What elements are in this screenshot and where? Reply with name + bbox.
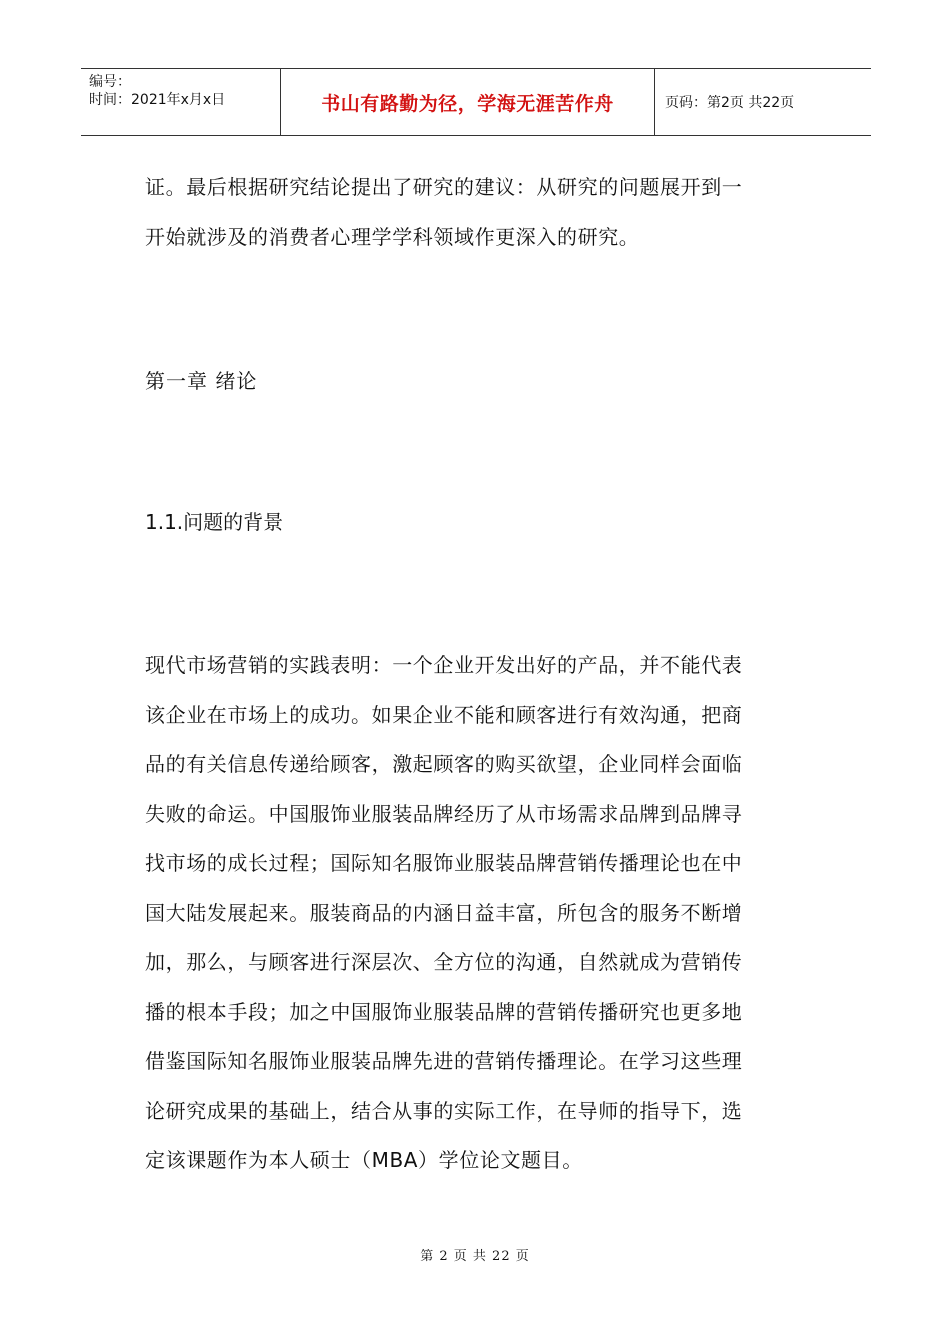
header-page-info: 页码：第2页 共22页 [665, 95, 795, 111]
intro-line: 开始就涉及的消费者心理学学科领域作更深入的研究。 [145, 225, 640, 249]
body-line: 该企业在市场上的成功。如果企业不能和顾客进行有效沟通，把商 [145, 702, 743, 727]
page-footer: 第 2 页 共 22 页 [420, 1249, 530, 1264]
intro-paragraph [145, 162, 815, 262]
header-motto: 书山有路勤为径，学海无涯苦作舟 [281, 69, 655, 135]
body-line: 找市场的成长过程；国际知名服饰业服装品牌营销传播理论也在中 [145, 851, 743, 875]
page-header [81, 68, 871, 136]
body-line: 品的有关信息传递给顾客，激起顾客的购买欲望，企业同样会面临 [145, 752, 743, 776]
chapter-title: 第一章 绪论 [145, 369, 258, 393]
header-meta [81, 69, 281, 135]
body-line: 论研究成果的基础上，结合从事的实际工作，在导师的指导下，选 [145, 1098, 743, 1123]
body-line: 播的根本手段；加之中国服饰业服装品牌的营销传播研究也更多地 [145, 999, 743, 1024]
body-line: 失败的命运。中国服饰业服装品牌经历了从市场需求品牌到品牌寻 [145, 801, 743, 826]
body-line: 借鉴国际知名服饰业服装品牌先进的营销传播理论。在学习这些理 [145, 1049, 743, 1073]
intro-line: 证。最后根据研究结论提出了研究的建议：从研究的问题展开到一 [145, 175, 743, 199]
time-label: 时间：2021年x月x日 [89, 92, 226, 108]
body-line: 国大陆发展起来。服装商品的内涵日益丰富，所包含的服务不断增 [145, 900, 743, 925]
number-label: 编号： [89, 74, 131, 90]
body-line: 加，那么，与顾客进行深层次、全方位的沟通，自然就成为营销传 [145, 950, 743, 974]
body-line: 现代市场营销的实践表明：一个企业开发出好的产品，并不能代表 [145, 653, 743, 677]
body-paragraph [145, 641, 813, 1186]
section-title: 1.1.问题的背景 [145, 510, 284, 534]
body-line: 定该课题作为本人硕士（MBA）学位论文题目。 [145, 1148, 583, 1172]
